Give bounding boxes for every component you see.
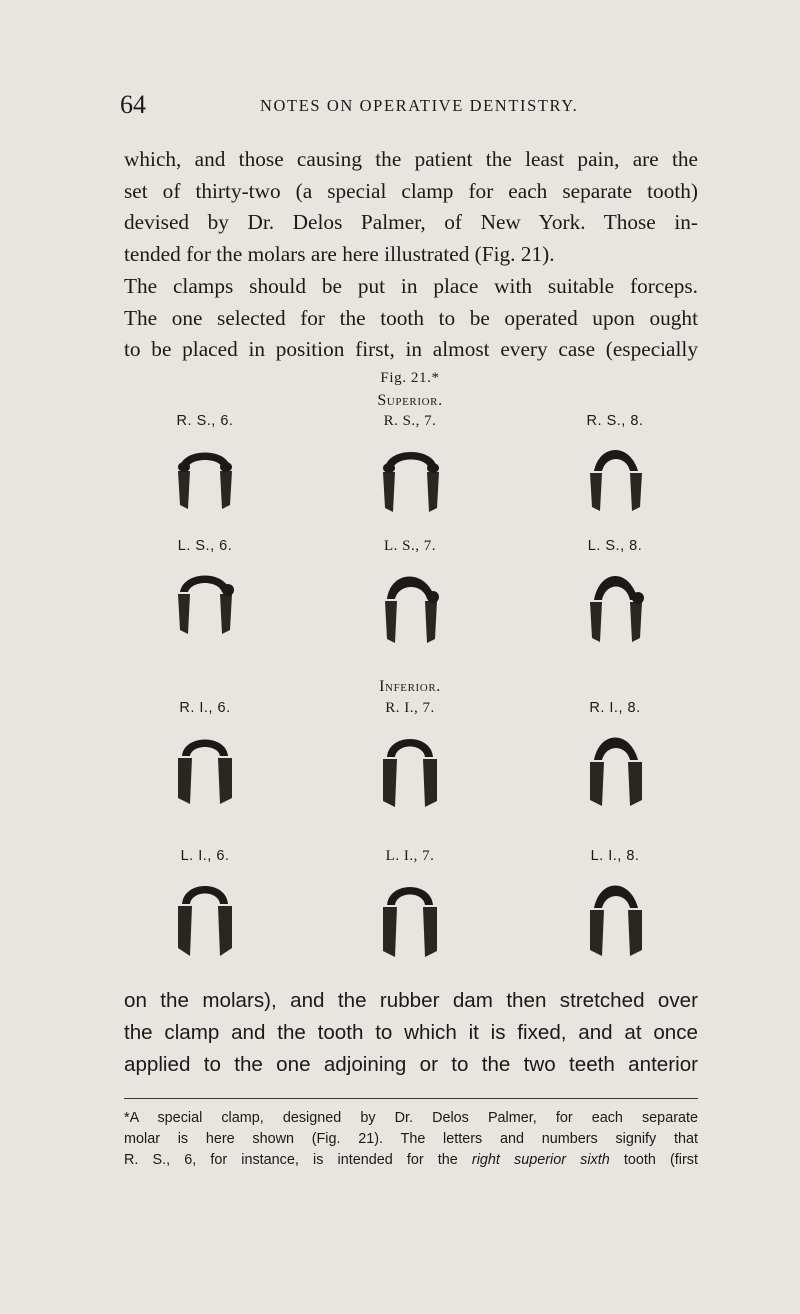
text-line: to be placed in position first, in almost every case (especially bbox=[124, 337, 698, 362]
dental-clamp-icon bbox=[170, 564, 240, 644]
figure-21 bbox=[120, 370, 700, 990]
clamp-l-i-6 bbox=[130, 848, 280, 962]
footnote-rule bbox=[124, 1098, 698, 1099]
dental-clamp-icon bbox=[170, 439, 240, 519]
footnote bbox=[124, 1108, 698, 1171]
text-line: The clamps should be put in place with suitable forceps. bbox=[124, 273, 698, 298]
body-paragraph-bottom bbox=[124, 985, 698, 1081]
footnote-line bbox=[124, 1150, 698, 1171]
footnote-text: R. S., 6, for instance, is intended for the bbox=[124, 1152, 472, 1168]
clamp-label: L. I., 7. bbox=[385, 848, 435, 864]
clamp-label: L. S., 6. bbox=[177, 538, 233, 554]
footnote-line: molar is here shown (Fig. 21). The letters and numbers signify that bbox=[124, 1131, 698, 1147]
dental-clamp-icon bbox=[580, 564, 650, 648]
clamp-label: R. S., 8. bbox=[586, 413, 644, 429]
clamp-label: L. S., 8. bbox=[587, 538, 643, 554]
running-head: NOTES ON OPERATIVE DENTISTRY. bbox=[260, 96, 579, 115]
dental-clamp-icon bbox=[170, 874, 240, 962]
footnote-text: tooth (first bbox=[609, 1152, 698, 1168]
clamp-r-i-8 bbox=[540, 700, 690, 812]
dental-clamp-icon bbox=[170, 726, 240, 812]
page-header bbox=[120, 90, 680, 130]
clamp-l-i-7 bbox=[335, 848, 485, 963]
figure-title: Fig. 21.* bbox=[380, 370, 440, 386]
dental-clamp-icon bbox=[375, 565, 445, 649]
footnote-italic: right superior sixth bbox=[471, 1152, 610, 1168]
dental-clamp-icon bbox=[375, 727, 445, 813]
text-line: the clamp and the tooth to which it is fixed, and at once bbox=[124, 1021, 698, 1044]
clamp-r-s-7 bbox=[335, 413, 485, 520]
dental-clamp-icon bbox=[580, 726, 650, 812]
clamp-label: R. I., 8. bbox=[589, 700, 641, 716]
clamp-r-i-7 bbox=[335, 700, 485, 813]
clamp-r-s-8 bbox=[540, 413, 690, 519]
clamp-label: L. S., 7. bbox=[383, 538, 436, 554]
text-line: devised by Dr. Delos Palmer, of New York. Those in- bbox=[124, 210, 698, 235]
dental-clamp-icon bbox=[580, 439, 650, 519]
clamp-label: L. I., 8. bbox=[590, 848, 640, 864]
dental-clamp-icon bbox=[580, 874, 650, 962]
page-number: 64 bbox=[120, 90, 146, 119]
clamp-label: R. S., 7. bbox=[383, 413, 437, 429]
clamp-l-s-8 bbox=[540, 538, 690, 648]
text-line: set of thirty-two (a special clamp for each separate tooth) bbox=[124, 178, 698, 203]
clamp-l-s-7 bbox=[335, 538, 485, 649]
clamp-label: R. I., 6. bbox=[179, 700, 231, 716]
clamp-l-s-6 bbox=[130, 538, 280, 644]
clamp-l-i-8 bbox=[540, 848, 690, 962]
text-line: tended for the molars are here illustrated (Fig. 21). bbox=[124, 242, 555, 267]
clamp-label: L. I., 6. bbox=[180, 848, 230, 864]
text-line: on the molars), and the rubber dam then stretched over bbox=[124, 989, 698, 1012]
clamp-label: R. I., 7. bbox=[385, 700, 435, 716]
text-line: applied to the one adjoining or to the two teeth anterior bbox=[124, 1053, 698, 1076]
dental-clamp-icon bbox=[375, 440, 445, 520]
text-line: which, and those causing the patient the least pain, are the bbox=[124, 147, 698, 171]
text-line: The one selected for the tooth to be operated upon ought bbox=[124, 305, 698, 330]
superior-section-label: Superior. bbox=[377, 392, 443, 409]
clamp-r-s-6 bbox=[130, 413, 280, 519]
inferior-section-label: Inferior. bbox=[379, 678, 441, 695]
footnote-line: *A special clamp, designed by Dr. Delos Palmer, for each separate bbox=[124, 1110, 698, 1126]
body-paragraph-top bbox=[124, 144, 698, 366]
clamp-label: R. S., 6. bbox=[176, 413, 234, 429]
dental-clamp-icon bbox=[375, 875, 445, 963]
clamp-r-i-6 bbox=[130, 700, 280, 812]
